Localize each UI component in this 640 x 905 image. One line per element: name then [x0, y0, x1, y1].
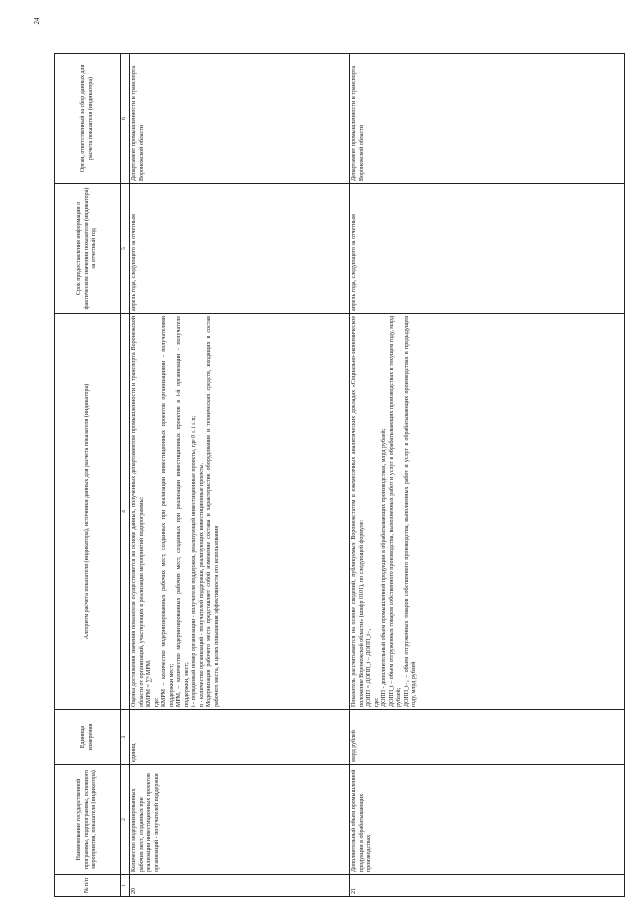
algorithm-line: ДОПП - дополнительный объем промышленной продукции в обрабатывающих производствах, млрд рублей;: [381, 428, 387, 707]
algorithm-line: где:: [153, 697, 160, 707]
row-responsible: Департамент промышленности и транспорта Воронежской области: [130, 54, 350, 184]
algorithm-line: Оценка достижения значения показателя осуществляется на основе данных, полученных департаментом промышленности и транспорта Воронежской области от организаций, участвующих в реализации мероприятий подпрограммы:: [131, 316, 145, 707]
header-unit: Единица измерения: [55, 710, 121, 765]
header-row: [55, 54, 121, 897]
algorithm-line: ДОПП_t₋₁ – объем отгруженных товаров собственного производства, выполненных работ и услуг в обрабатывающих производствах в предыдущем году, млрд рублей: [403, 316, 417, 707]
algorithm-formula: КМРМ = ∑ⁿ МРМᵢ: [146, 659, 152, 707]
table-row: [130, 54, 350, 897]
algorithm-line: где:: [373, 697, 380, 707]
column-number-row: [121, 54, 130, 897]
algorithm-line: КМРМ – количество модернизированных рабочих мест, созданных при реализации инвестиционных проектов организациями - получателями поддержки мест;: [161, 316, 175, 707]
row-deadline: апрель года, следующего за отчетным: [350, 184, 625, 314]
column-number: 5: [121, 184, 130, 314]
column-number: 2: [121, 765, 130, 875]
row-responsible: Департамент промышленности и транспорта Воронежской области: [350, 54, 625, 184]
algorithm-line: Модернизация рабочего места представляет собой изменение состава и характеристик оборудования и технических средств, входящих в состав рабочего места, в целях повышения эффективности его использования: [206, 316, 220, 707]
row-unit: млрд рублей: [350, 710, 625, 765]
algorithm-line: i - порядковый номер организации - получателя поддержки, реализующей инвестиционные проекты, где 0 ≤ i ≤ n;: [191, 415, 197, 707]
row-deadline: апрель года, следующего за отчетным: [130, 184, 350, 314]
header-num: № п/п: [55, 875, 121, 897]
row-algorithm: [350, 314, 625, 710]
table-row: [350, 54, 625, 897]
header-deadline: Срок предоставления информации о фактическом значении показателя (индикатора) за отчетный год: [55, 184, 121, 314]
column-number: 6: [121, 54, 130, 184]
algorithm-line: ДОПП_t – объем отгруженных товаров собственного производства, выполненных работ и услуг в обрабатывающих производствах в текущем году, млрд рублей;: [388, 316, 402, 707]
indicator-table: [54, 53, 625, 897]
header-name: Наименование государственной программы, подпрограммы, основного мероприятия, показателя (индикатора): [55, 765, 121, 875]
row-name: Дополнительный объем промышленной продукции в обрабатывающих производствах: [350, 765, 625, 875]
page-number: 24: [33, 17, 41, 25]
row-num: 20: [130, 875, 350, 897]
row-unit: единиц: [130, 710, 350, 765]
column-number: 3: [121, 710, 130, 765]
algorithm-formula: ДОПП = ДОПП_t – ДОПП_t₋₁: [366, 628, 372, 707]
rotated-table-container: [54, 54, 625, 897]
column-number: 4: [121, 314, 130, 710]
algorithm-line: МРМᵢ – количество модернизированных рабочих мест, созданных при реализации инвестиционных проектов в i-й организации - получателе поддержки, мест;: [176, 316, 190, 707]
column-number: 1: [121, 875, 130, 897]
header-responsible: Орган, ответственный за сбор данных для расчета показателя (индикатора): [55, 54, 121, 184]
row-algorithm: [130, 314, 350, 710]
algorithm-line: Показатель рассчитывается на основе сведений, публикуемых Воронежстатом в ежемесячных аналитических докладах «Социально-экономическое положение Воронежской области» (шифр 0101), по следующей формуле:: [351, 316, 365, 707]
row-num: 21: [350, 875, 625, 897]
algorithm-line: n - количество организаций - получателей поддержки, реализующих инвестиционные проекты.: [198, 463, 205, 707]
header-algorithm: Алгоритм расчета показателя (индикатора), источники данных для расчета показателя (индикатора): [55, 314, 121, 710]
row-name: Количество модернизированных рабочих мест, созданных при реализации инвестиционных проектов организаций - получателей поддержки: [130, 765, 350, 875]
